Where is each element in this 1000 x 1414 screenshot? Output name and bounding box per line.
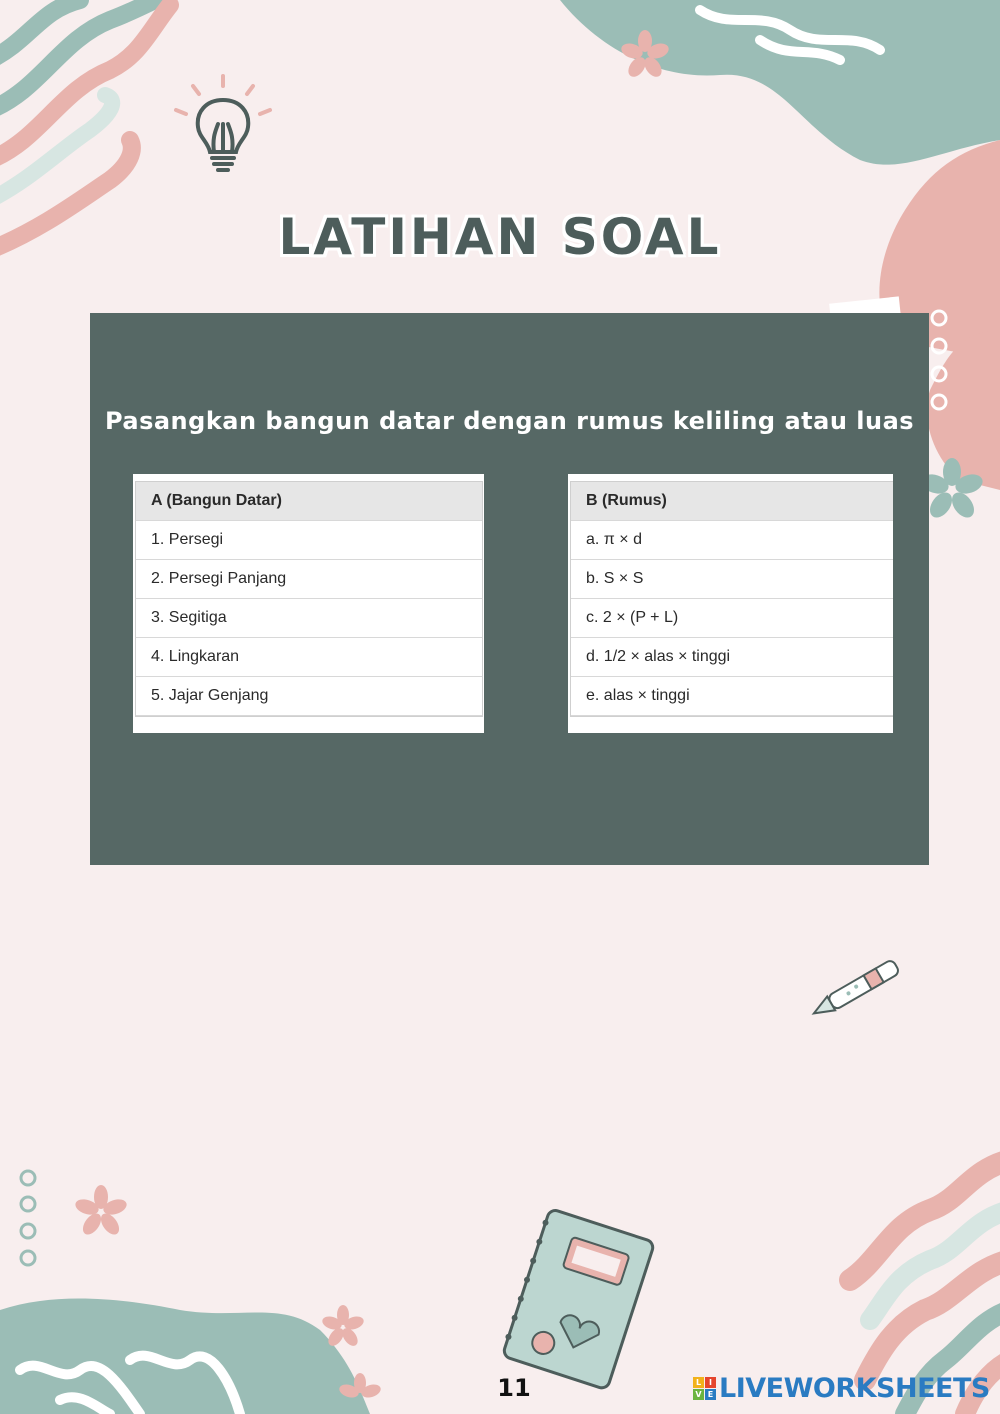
table-b-item-b[interactable]: b. S × S [571,560,893,599]
table-a-header: A (Bangun Datar) [136,482,482,521]
table-b-header: B (Rumus) [571,482,893,521]
table-a-item-5[interactable]: 5. Jajar Genjang [136,677,482,716]
exercise-panel [90,313,929,865]
pen-icon [806,950,916,1020]
liveworksheets-name: LIVEWORKSHEETS [719,1372,990,1404]
table-a-item-4[interactable]: 4. Lingkaran [136,638,482,677]
page-title: LATIHAN SOAL [278,208,722,266]
table-b-item-d[interactable]: d. 1/2 × alas × tinggi [571,638,893,677]
page-number: 11 [497,1374,531,1402]
table-a [133,474,484,733]
flower-icon-bottom-left [73,1185,128,1238]
table-b-item-e[interactable]: e. alas × tinggi [571,677,893,716]
table-a-item-3[interactable]: 3. Segitiga [136,599,482,638]
table-a-item-2[interactable]: 2. Persegi Panjang [136,560,482,599]
liveworksheets-logo-icon: L I V E [693,1377,716,1400]
instruction-text: Pasangkan bangun datar dengan rumus keliling atau luas [104,407,915,435]
left-circles [21,1171,35,1265]
liveworksheets-brand [693,1372,990,1404]
table-b-item-a[interactable]: a. π × d [571,521,893,560]
lightbulb-icon [168,72,278,182]
table-b-item-c[interactable]: c. 2 × (P + L) [571,599,893,638]
table-b [568,474,893,733]
table-a-item-1[interactable]: 1. Persegi [136,521,482,560]
notebook-icon [488,1205,658,1395]
